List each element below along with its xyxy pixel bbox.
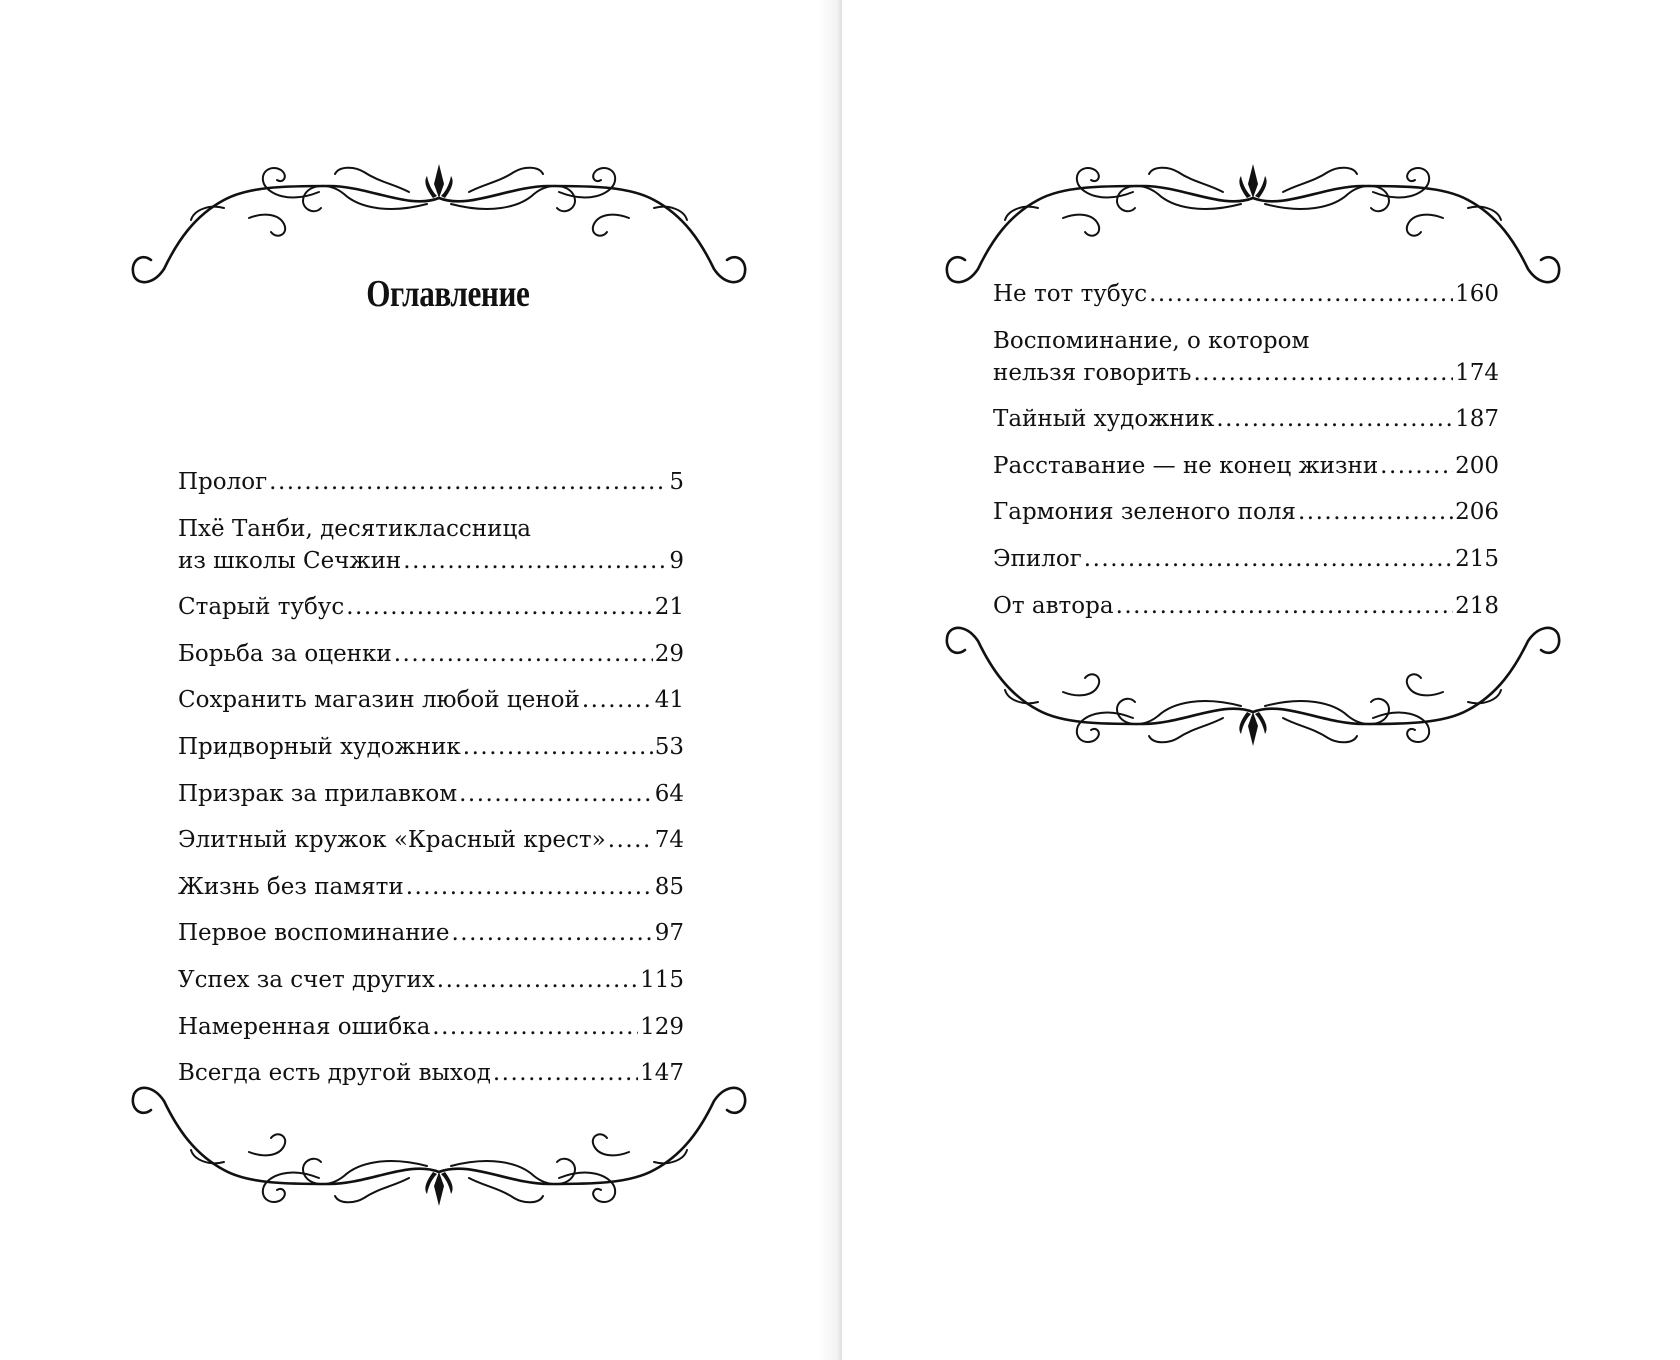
toc-list-left: [178, 466, 684, 1104]
toc-entry-title: Придворный художник: [178, 733, 461, 760]
toc-list-right: [993, 278, 1499, 636]
ornament-bottom-left-icon: [128, 1072, 750, 1206]
toc-entry-title-line1: Воспоминание, о котором: [993, 327, 1310, 354]
dot-leader: [1193, 357, 1453, 389]
page-title: Оглавление: [366, 273, 530, 315]
ornament-bottom-right-icon: [942, 612, 1564, 746]
toc-entry-title: От автора: [993, 592, 1114, 619]
toc-entry[interactable]: [178, 684, 684, 716]
dot-leader: [459, 778, 653, 810]
toc-entry[interactable]: [178, 871, 684, 903]
dot-leader: [1149, 278, 1453, 310]
toc-entry-title: Борьба за оценки: [178, 640, 392, 667]
toc-page-number: 206: [1455, 499, 1499, 526]
toc-entry[interactable]: [178, 778, 684, 810]
toc-entry-title: Призрак за прилавком: [178, 780, 458, 807]
toc-entry-title: Эпилог: [993, 545, 1082, 572]
toc-page-number: 200: [1455, 452, 1499, 479]
toc-page-number: 85: [654, 873, 684, 900]
toc-page-number: 21: [654, 594, 684, 621]
toc-entry[interactable]: [993, 450, 1499, 482]
toc-page-number: 147: [640, 1060, 684, 1087]
dot-leader: [346, 591, 652, 623]
toc-entry[interactable]: [178, 1011, 684, 1043]
toc-entry-title: нельзя говорить: [993, 359, 1192, 386]
toc-entry[interactable]: [993, 496, 1499, 528]
dot-leader: [406, 871, 653, 903]
dot-leader: [269, 466, 667, 498]
dot-leader: [403, 545, 667, 577]
dot-leader: [1298, 496, 1453, 528]
toc-page-number: 160: [1455, 281, 1499, 307]
toc-entry-title: Пролог: [178, 469, 268, 495]
toc-entry-title-line1: Пхё Танби, десятиклассница: [178, 515, 531, 542]
dot-leader: [394, 638, 653, 670]
toc-page-number: 41: [654, 687, 684, 714]
toc-entry-title: Жизнь без памяти: [178, 873, 404, 900]
toc-entry-title: Элитный кружок «Красный крест»: [178, 827, 606, 854]
toc-entry-title: Первое воспоминание: [178, 920, 450, 947]
toc-page-number: 129: [640, 1013, 684, 1040]
toc-page-number: 64: [654, 780, 684, 807]
toc-page-number: 5: [669, 469, 684, 495]
toc-entry[interactable]: [178, 824, 684, 856]
toc-entry[interactable]: [178, 591, 684, 623]
toc-page-number: 53: [654, 733, 684, 760]
toc-entry-title: Успех за счет других: [178, 966, 435, 993]
dot-leader: [452, 917, 653, 949]
toc-entry-title: Гармония зеленого поля: [993, 499, 1296, 526]
toc-page-number: 9: [669, 547, 684, 574]
toc-entry-title: Тайный художник: [993, 406, 1215, 433]
dot-leader: [582, 684, 653, 716]
toc-entry[interactable]: [178, 466, 684, 498]
toc-entry[interactable]: [178, 917, 684, 949]
dot-leader: [1084, 543, 1453, 575]
toc-entry-title: Расставание — не конец жизни: [993, 452, 1379, 479]
toc-entry[interactable]: [178, 638, 684, 670]
toc-entry[interactable]: [993, 543, 1499, 575]
toc-entry[interactable]: [178, 964, 684, 996]
toc-entry[interactable]: [993, 403, 1499, 435]
dot-leader: [437, 964, 638, 996]
toc-page-number: 29: [654, 640, 684, 667]
dot-leader: [1380, 450, 1453, 482]
toc-entry-title: Намеренная ошибка: [178, 1013, 431, 1040]
toc-entry-title: из школы Сечжин: [178, 547, 402, 574]
toc-page-number: 215: [1455, 545, 1499, 572]
dot-leader: [432, 1011, 638, 1043]
toc-entry-title: Не тот тубус: [993, 281, 1148, 307]
toc-entry-title: Сохранить магазин любой ценой: [178, 687, 580, 714]
dot-leader: [608, 824, 653, 856]
toc-page-number: 115: [640, 966, 684, 993]
toc-entry[interactable]: [178, 731, 684, 763]
right-page: [842, 0, 1680, 1360]
toc-page-number: 97: [654, 920, 684, 947]
toc-entry[interactable]: [993, 278, 1499, 310]
toc-entry-title: Старый тубус: [178, 594, 345, 621]
toc-page-number: 174: [1455, 359, 1499, 386]
toc-entry-title: Всегда есть другой выход: [178, 1060, 491, 1087]
dot-leader: [463, 731, 653, 763]
toc-entry[interactable]: [993, 325, 1499, 389]
toc-page-number: 218: [1455, 592, 1499, 619]
dot-leader: [1216, 403, 1453, 435]
toc-page-number: 74: [654, 827, 684, 854]
toc-page-number: 187: [1455, 406, 1499, 433]
toc-entry[interactable]: [178, 513, 684, 577]
